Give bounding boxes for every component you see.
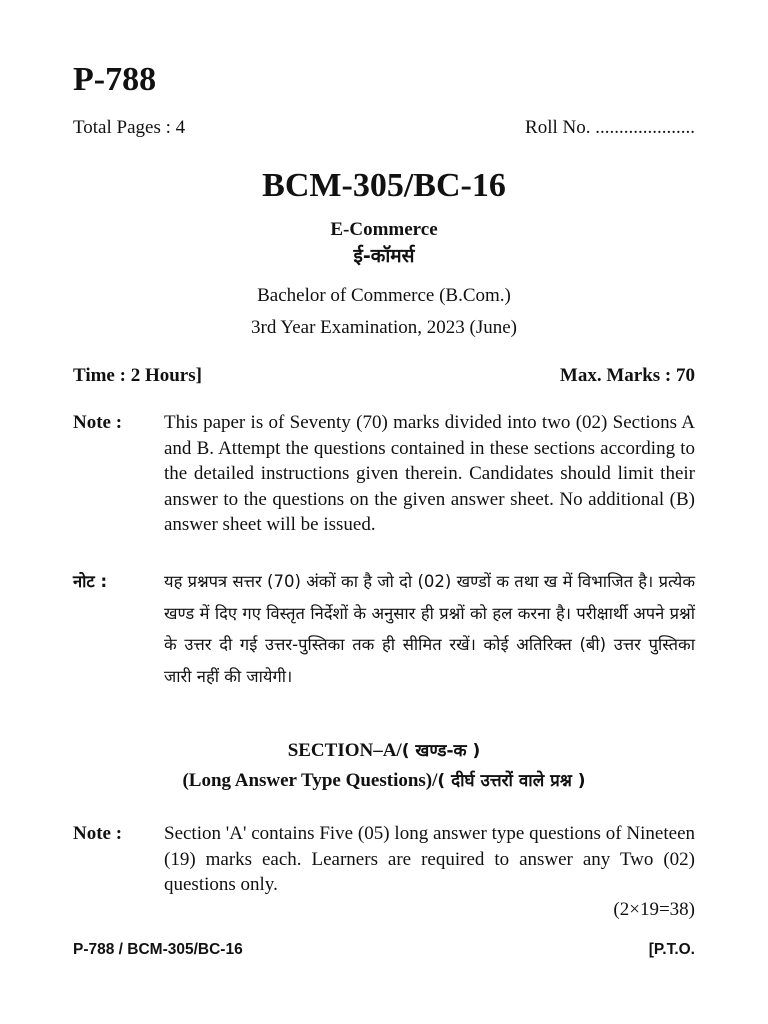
paper-code: P-788	[73, 61, 157, 98]
time-marks-row	[73, 364, 695, 388]
total-pages: Total Pages : 4	[73, 117, 186, 138]
page-footer	[73, 940, 695, 960]
marks-scheme: (2×19=38)	[613, 899, 695, 920]
section-note	[73, 821, 695, 898]
section-subtitle-english: (Long Answer Type Questions)/	[182, 770, 438, 791]
max-marks: Max. Marks : 70	[559, 365, 695, 386]
degree-name: Bachelor of Commerce (B.Com.)	[257, 285, 511, 306]
note-text-hindi: यह प्रश्नपत्र सत्तर (70) अंकों का है जो दो (02) खण्डों क तथा ख में विभाजित है। प्रत्येक खण्ड में दिए गए विस्तृत निर्देशों के अनुसार ही प्रश्नों को हल करना है। परीक्षार्थी अपने प्रश्नों के उत्तर दी गई उत्तर-पुस्तिका तक ही सीमित रखें। कोई अतिरिक्त (बी) उत्तर पुस्तिका जारी नहीं की जायेगी।	[164, 572, 695, 686]
note-text: This paper is of Seventy (70) marks divided into two (02) Sections A and B. Attempt the questions contained in these sections according to the detailed instructions given therein. Candidates should limit their answer to the questions on the given answer sheet. No additional (B) answer sheet will be issued.	[164, 412, 695, 535]
pages-roll-row	[73, 116, 695, 140]
exam-session: 3rd Year Examination, 2023 (June)	[251, 317, 517, 338]
note-label-hindi: नोट :	[73, 572, 108, 591]
course-code: BCM-305/BC-16	[262, 167, 506, 204]
section-subtitle	[0, 769, 768, 793]
section-note-text: Section 'A' contains Five (05) long answer type questions of Nineteen (19) marks each. Learners are required to answer any Two (02) questions only.	[164, 823, 695, 895]
note-hindi	[73, 566, 695, 692]
time-allowed: Time : 2 Hours]	[73, 365, 202, 386]
note-english	[73, 410, 695, 538]
roll-number: Roll No. .....................	[525, 117, 695, 138]
section-title-hindi: ( खण्ड-क )	[401, 741, 481, 761]
footer-paper-code: P-788 / BCM-305/BC-16	[73, 941, 243, 958]
section-note-label: Note :	[73, 823, 123, 844]
section-title	[0, 739, 768, 763]
section-title-english: SECTION–A/	[287, 740, 402, 761]
note-label: Note :	[73, 412, 123, 433]
section-subtitle-hindi: ( दीर्घ उत्तरों वाले प्रश्न )	[437, 771, 586, 791]
subject-title-hindi: ई-कॉमर्स	[353, 245, 415, 267]
subject-title-english: E-Commerce	[330, 219, 438, 240]
footer-pto: [P.T.O.	[648, 941, 695, 958]
